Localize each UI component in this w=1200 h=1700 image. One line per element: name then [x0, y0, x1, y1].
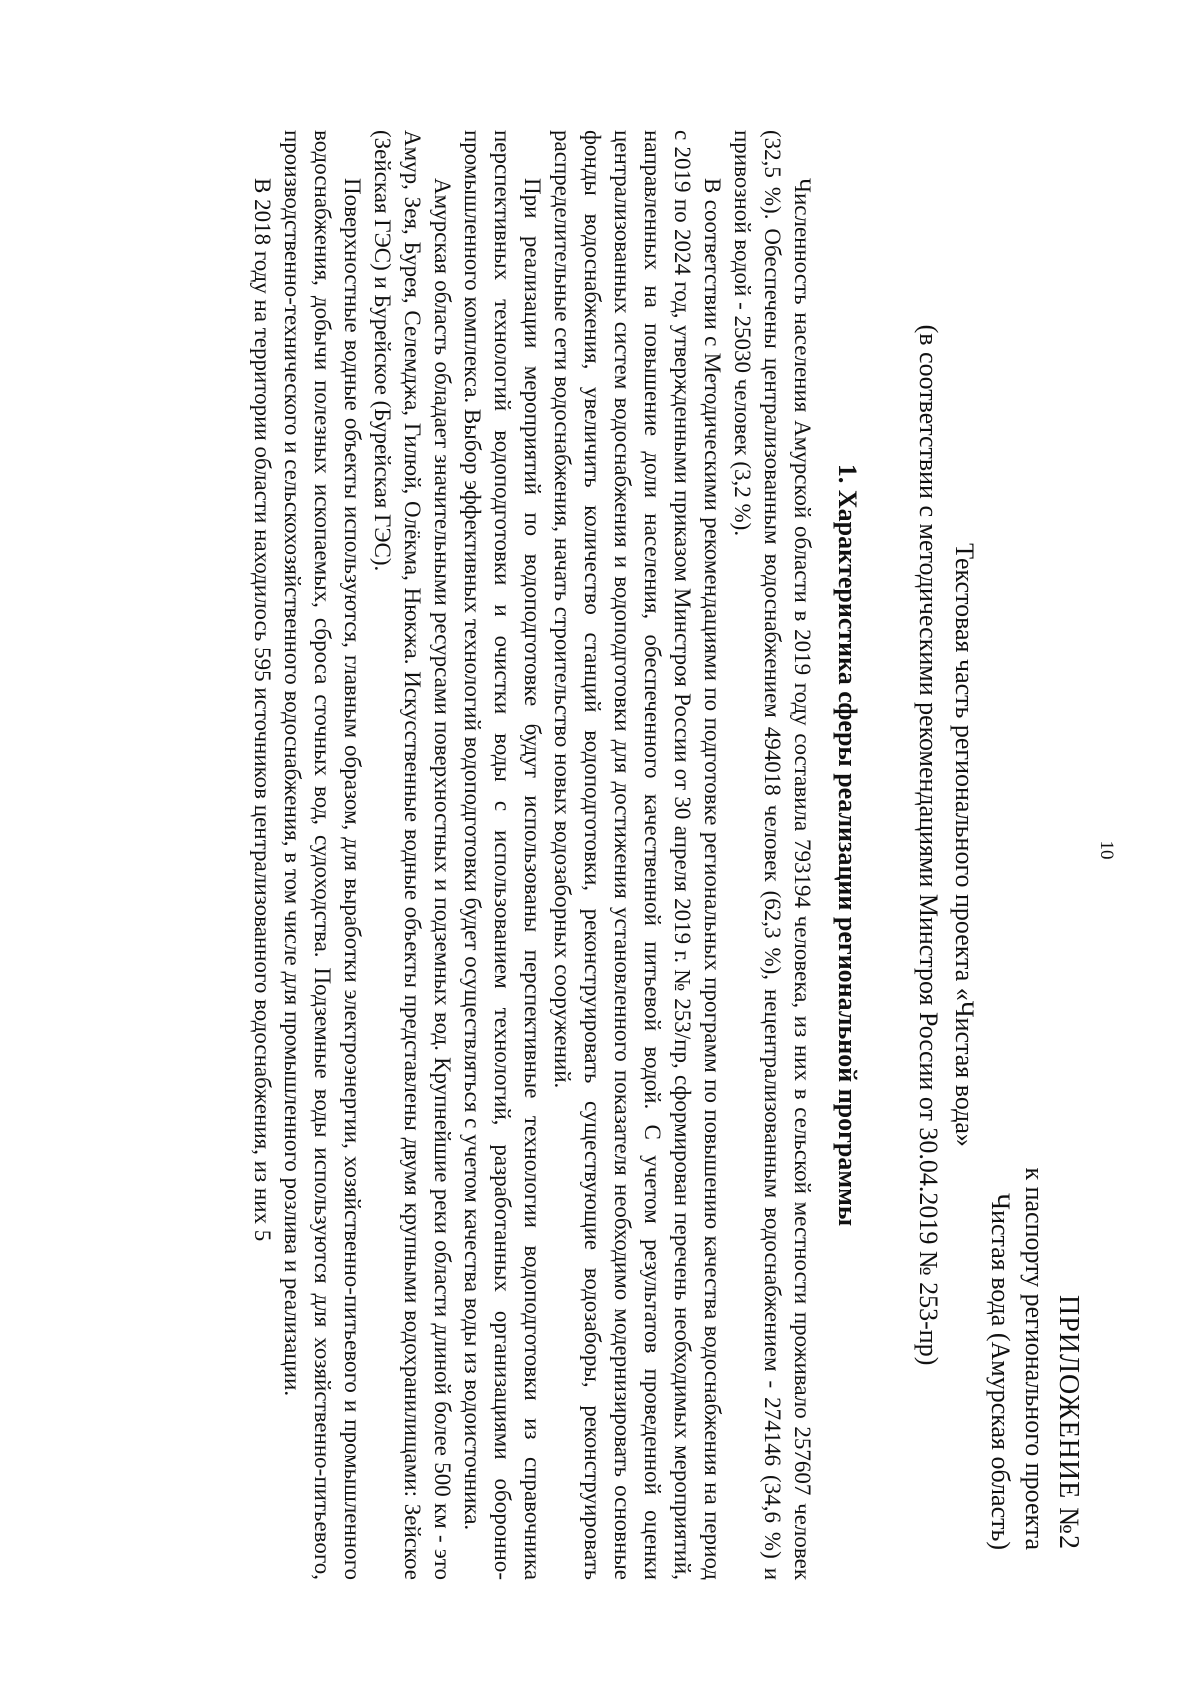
page-number: 10: [1096, 840, 1117, 860]
body-text: [247, 130, 817, 1580]
paragraph: В 2018 году на территории области находилось 595 источников централизованного водоснабжения, из них 5: [250, 178, 275, 1242]
appendix-title: ПРИЛОЖЕНИЕ №2: [1053, 1295, 1084, 1550]
paragraph: Амурская область обладает значительными ресурсами поверхностных и подземных вод. Крупнейшие реки области длиной более 500 км - это Амур, Зея, Бурея, Селемджа, Гилюй, Олёкма, Нюкжа. Искусственные водные объекты представлены двумя крупными водохранилищами: Зейское (Зейская ГЭС) и Бурейское (Бурейская ГЭС).: [370, 130, 455, 1580]
appendix-block: [983, 950, 1085, 1550]
appendix-line-1: к паспорту регионального проекта: [1020, 1167, 1049, 1550]
section-title: 1. Характеристика сферы реализации региональной программы: [833, 463, 862, 1227]
heading-line-2: (в соответствии с методическими рекомендациями Минстроя России от 30.04.2019 № 253-пр): [914, 324, 943, 1366]
appendix-line-2: Чистая вода (Амурская область): [986, 1193, 1015, 1550]
heading-line-1: Текстовая часть регионального проекта «Чистая вода»: [950, 543, 979, 1147]
paragraph: При реализации мероприятий по водоподготовке будут использованы перспективные технологии водоподготовки из справочника перспективных технологий водоподготовки и очистки воды с использованием технологий, разработанных организациями оборонно-промышленного комплекса. Выбор эффективных технологий водоподготовки будет осуществляться с учетом качества воды из водоисточника.: [460, 130, 545, 1580]
paragraph: В соответствии с Методическими рекомендациями по подготовке региональных программ по повышению качества водоснабжения на период с 2019 по 2024 год, утвержденными приказом Минстроя России от 30 апреля 2019 г. № 253/пр, сформирован перечень необходимых мероприятий, направленных на повышение доли населения, обеспеченного качественной питьевой водой. С учетом результатов проведенной оценки централизованных систем водоснабжения и водоподготовки для достижения установленного показателя необходимо модернизировать основные фонды водоснабжения, увеличить количество станций водоподготовки, реконструировать существующие водозаборы, реконструировать распределительные сети водоснабжения, начать строительство новых водозаборных сооружений.: [550, 130, 725, 1580]
document-heading: [910, 280, 982, 1410]
paragraph: Поверхностные водные объекты используются, главным образом, для выработки электроэнергии, хозяйственно-питьевого и промышленного водоснабжения, добычи полезных ископаемых, сброса сточных вод, судоходства. Подземные воды используются для хозяйственно-питьевого, производственно-технического и сельскохозяйственного водоснабжения, в том числе для промышленного розлива и реализации.: [280, 130, 365, 1580]
paragraph: Численность населения Амурской области в 2019 году составила 793194 человека, из них в сельской местности проживало 257607 человек (32,5 %). Обеспечены централизованным водоснабжением 494018 человек (62,3 %), нецентрализованным водоснабжением - 274146 (34,6 %) и привозной водой - 25030 человек (3,2 %).: [730, 130, 815, 1580]
